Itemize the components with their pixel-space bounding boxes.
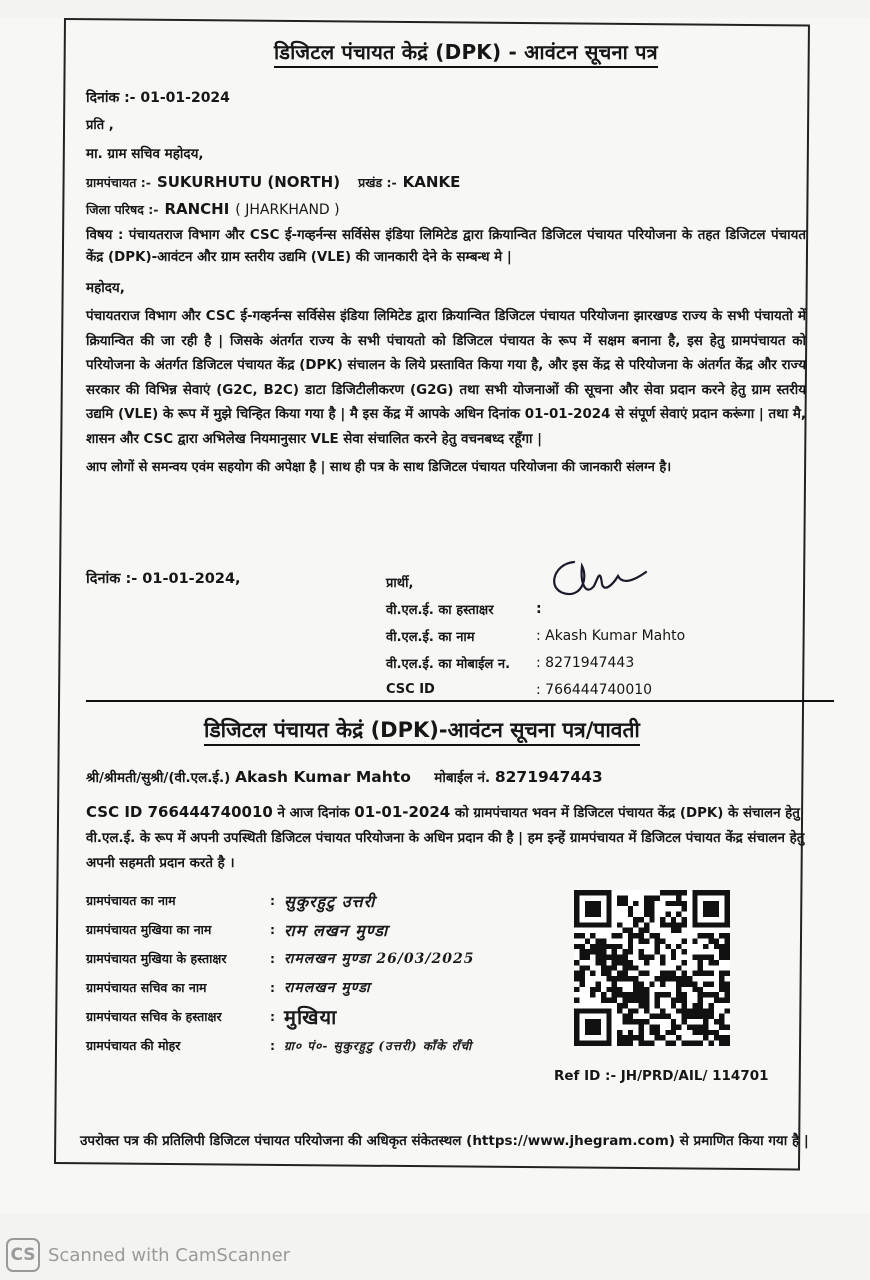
- name-value: : Akash Kumar Mahto: [536, 627, 686, 644]
- subject-paragraph: विषय : पंचायतराज विभाग और CSC ई-गव्हर्नन्स सर्विसेस इंडिया लिमिटेड द्वारा क्रियान्वित डिजिटल पंचायत परियोजना के तहत डिजिटल पंचायत केंद्र (DPK)-आवंटन और ग्राम स्तरीय उद्यमि (VLE) की जानकारी देने के सम्बन्ध मे |: [86, 228, 806, 265]
- vle-name: Akash Kumar Mahto: [235, 768, 411, 786]
- mobile-value: : 8271947443: [536, 654, 635, 671]
- section-divider: [86, 700, 834, 702]
- csc-label: CSC ID: [386, 682, 435, 697]
- name-row: [386, 622, 806, 649]
- handwritten-value: रामलखन मुण्डा: [284, 980, 371, 996]
- vle-line: [86, 768, 603, 786]
- gram-block-line: [86, 171, 806, 194]
- prati-line: प्रति ,: [86, 118, 114, 133]
- receipt-title: डिजिटल पंचायत केद्रं (DPK)-आवंटन सूचना पत्र/पावती: [204, 716, 640, 744]
- table-row: ग्रामपंचायत सचिव का नाम : रामलखन मुण्डा: [86, 973, 526, 1002]
- body-paragraph: पंचायतराज विभाग और CSC ई-गव्हर्नन्स सर्विसेस इंडिया लिमिटेड द्वारा क्रियान्वित डिजिटल पंचायत परियोजना झारखण्ड राज्य के सभी पंचायतो में क्रियान्वित की जा रही है | जिसके अंतर्गत राज्य के सभी पंचायतो को डिजिटल पंचायत के रूप में सक्षम बनाना है, इस हेतु ग्रामपंचायत को परियोजना के अंतर्गत डिजिटल पंचायत केंद्र (DPK) संचालन के लिये प्रस्तावित किया गया है, और इस केंद्र से परियोजना के अंतर्गत केंद्र और राज्य सरकार की विभिन्न सेवाएं (G2C, B2C) डाटा डिजिटीलीकरण (G2G) तथा सभी योजनाओं की सूचना और सेवा प्रदान करने हेतु ग्राम स्तरीय उद्यमि (VLE) के रूप में मुझे चिन्हित किया गया है | मै इस केंद्र में आपके अधिन दिनांक 01-01-2024 से संपूर्ण सेवाएं प्रदान करूंगा | तथा मै, शासन और CSC द्वारा अभिलेख नियमानुसार VLE सेवा संचालित करने हेतु वचनबध्द रहूँगा |: [86, 309, 806, 447]
- sig-colon: :: [536, 600, 542, 617]
- district-line: [86, 198, 806, 221]
- table-row: ग्रामपंचायत सचिव के हस्ताक्षर : मुखिया: [86, 1002, 526, 1031]
- block-label: प्रखंड :-: [358, 175, 397, 190]
- letter-title: डिजिटल पंचायत केद्रं (DPK) - आवंटन सूचना पत्र: [126, 38, 806, 65]
- csc-date: 01-01-2024: [354, 803, 451, 821]
- footer-note: उपरोक्त पत्र की प्रतिलिपी डिजिटल पंचायत परियोजना की अधिकृत संकेतस्थल (https://www.jhegram.com) से प्रमाणित किया गया है |: [80, 1133, 809, 1149]
- panchayat-table: [86, 886, 526, 1060]
- table-row: ग्रामपंचायत का नाम : सुकुरहुटु उत्तरी: [86, 886, 526, 915]
- gram-label: ग्रामपंचायत :-: [86, 175, 151, 190]
- mobile-label: वी.एल.ई. का मोबाईल न.: [386, 656, 511, 672]
- stamp-value: ग्रा० पं०- सुकुरहुटु (उत्तरी) काँके राँची: [284, 1039, 473, 1053]
- csc-value: : 766444740010: [536, 681, 653, 698]
- salutation: महोदय,: [86, 280, 125, 296]
- district-value: RANCHI: [164, 200, 230, 218]
- table-row: ग्रामपंचायत मुखिया के हस्ताक्षर : रामलखन मुण्डा 26/03/2025: [86, 944, 526, 973]
- closing-line: आप लोगों से समन्वय एवंम सहयोग की अपेक्षा है | साथ ही पत्र के साथ डिजिटल पंचायत परियोजना की जानकारी संलग्न है।: [86, 460, 672, 475]
- csc-row: [386, 676, 806, 703]
- applicant-details: [386, 568, 806, 703]
- state-value: ( JHARKHAND ): [235, 202, 340, 218]
- sig-label: वी.एल.ई. का हस्ताक्षर: [386, 602, 494, 618]
- letter-content: [80, 38, 809, 1149]
- table-row: ग्रामपंचायत मुखिया का नाम : राम लखन मुण्डा: [86, 915, 526, 944]
- district-label: जिला परिषद :-: [86, 202, 159, 217]
- addressee: मा. ग्राम सचिव महोदय,: [86, 146, 204, 162]
- camscanner-text: Scanned with CamScanner: [48, 1244, 291, 1266]
- name-label: वी.एल.ई. का नाम: [386, 629, 475, 645]
- handwritten-value: सुकुरहुटु उत्तरी: [284, 891, 376, 911]
- camscanner-logo: CS: [6, 1238, 40, 1272]
- vle-mobile: 8271947443: [494, 768, 603, 786]
- qr-code: [574, 890, 730, 1046]
- gram-value: SUKURHUTU (NORTH): [156, 173, 341, 191]
- applicant-label: प्रार्थी,: [386, 575, 414, 591]
- date-bottom: दिनांक :- 01-01-2024,: [86, 571, 241, 587]
- date-line: दिनांक :- 01-01-2024: [86, 90, 230, 106]
- csc-paragraph: CSC ID 766444740010 ने आज दिनांक 01-01-2024 को ग्रामपंचायत भवन में डिजिटल पंचायत केंद्र (DPK) के संचालन हेतु वी.एल.ई. के रूप में अपनी उपस्थिती डिजिटल पंचायत परियोजना के अधिन प्रदान की है | हम इन्हें ग्रामपंचायत में डिजिटल पंचायत केंद्र संचालन हेतु अपनी सहमती प्रदान करते है ।: [86, 803, 805, 871]
- camscanner-watermark: [6, 1238, 290, 1272]
- ref-id: Ref ID :- JH/PRD/AIL/ 114701: [554, 1068, 769, 1084]
- vle-mobile-label: मोबाईल नं.: [434, 770, 491, 786]
- block-value: KANKE: [402, 173, 461, 191]
- csc-id-text: CSC ID 766444740010: [86, 803, 273, 821]
- handwritten-value: मुखिया: [284, 1005, 338, 1029]
- handwritten-value: रामलखन मुण्डा 26/03/2025: [284, 951, 475, 967]
- table-row: ग्रामपंचायत की मोहर : ग्रा० पं०- सुकुरहुटु (उत्तरी) काँके राँची: [86, 1031, 526, 1060]
- mobile-row: [386, 649, 806, 676]
- sig-row: [386, 595, 806, 622]
- vle-prefix: श्री/श्रीमती/सुश्री/(वी.एल.ई.): [86, 770, 231, 786]
- handwritten-value: राम लखन मुण्डा: [284, 920, 389, 940]
